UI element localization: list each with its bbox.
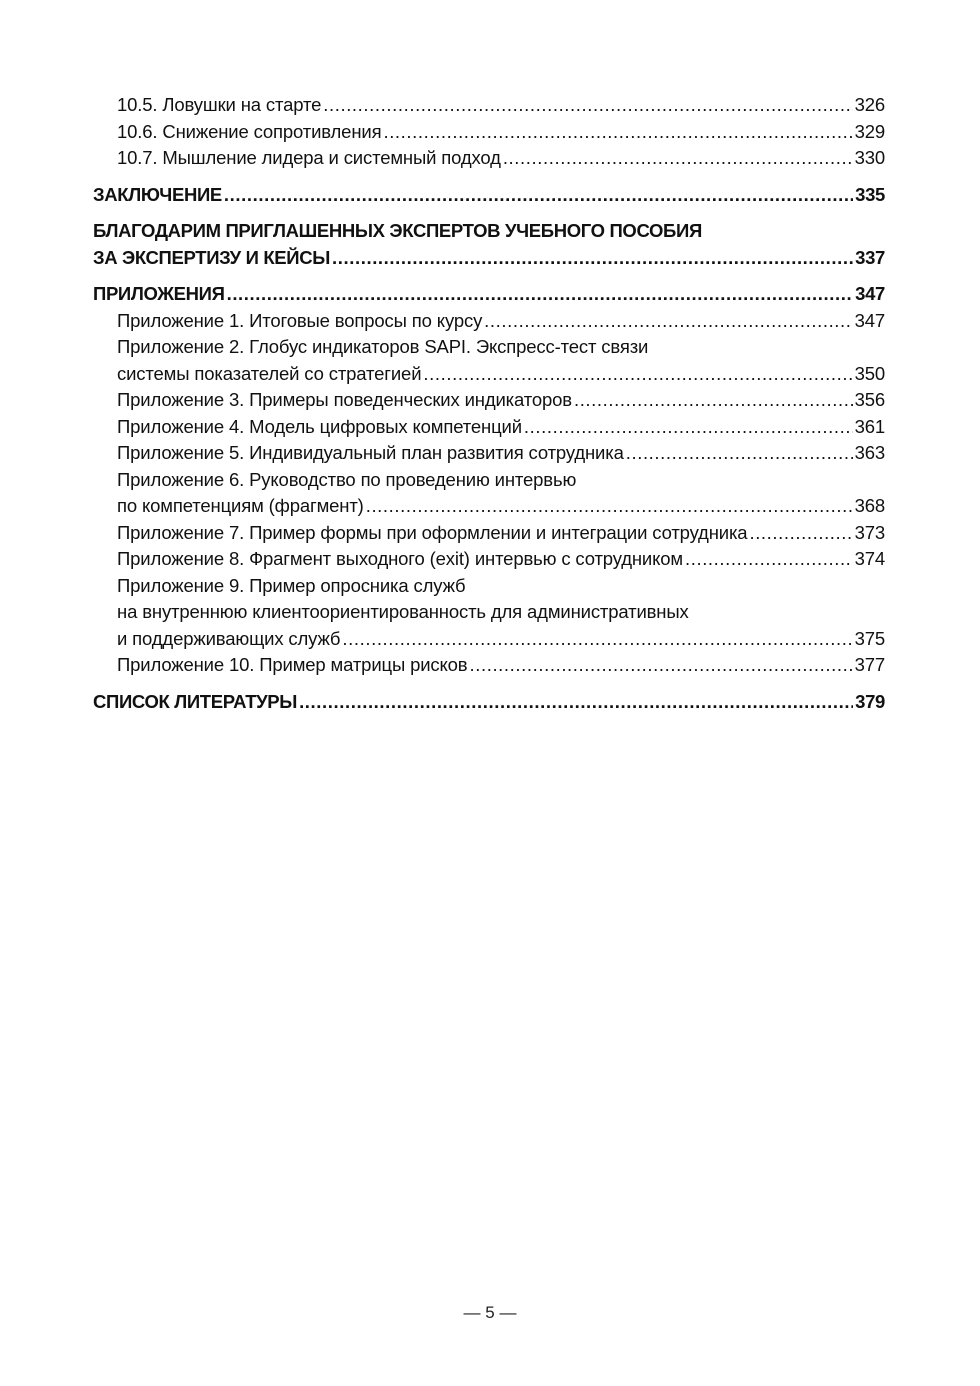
- toc-entry-page-number: 330: [854, 147, 885, 168]
- toc-entry-leader-line: [117, 440, 885, 467]
- dot-leader: [323, 92, 852, 119]
- toc-entry-title: ПРИЛОЖЕНИЯ: [93, 283, 225, 304]
- toc-entry[interactable]: [93, 308, 885, 335]
- dot-leader: [484, 308, 852, 335]
- toc-entry-page-number: 379: [855, 690, 885, 712]
- toc-entry-leader-line: [117, 546, 885, 573]
- dot-leader: [224, 182, 853, 209]
- toc-entry-title: и поддерживающих служб: [117, 627, 341, 649]
- page-number-footer: — 5 —: [463, 1303, 517, 1322]
- toc-entry-leader-line: [117, 361, 885, 388]
- dot-leader: [383, 119, 852, 146]
- toc-entry-title: СПИСОК ЛИТЕРАТУРЫ: [93, 690, 298, 712]
- dot-leader: [342, 626, 852, 653]
- toc-entry-title: 10.5. Ловушки на старте: [117, 94, 322, 115]
- toc-entry-page-number: 361: [854, 415, 885, 437]
- toc-entry[interactable]: [93, 334, 885, 387]
- toc-entry-title: 10.7. Мышление лидера и системный подход: [117, 147, 501, 168]
- toc-entry-page-number: 377: [854, 654, 885, 675]
- toc-entry[interactable]: [93, 182, 885, 209]
- toc-entry-page-number: 347: [854, 309, 885, 331]
- dot-leader: [423, 361, 852, 388]
- toc-entry-page-number: 373: [854, 521, 885, 543]
- toc-entry-leader-line: [117, 414, 885, 441]
- toc-entry-page-number: 337: [855, 246, 885, 268]
- toc-entry[interactable]: [93, 218, 885, 271]
- toc-entry[interactable]: [93, 652, 885, 679]
- dot-leader: [332, 245, 853, 272]
- toc-entry-leader-line: [93, 281, 885, 308]
- toc-entry-title-line: Приложение 9. Пример опросника служб: [117, 574, 466, 596]
- toc-entry-page-number: 375: [854, 627, 885, 649]
- toc-entry-page-number: 356: [854, 389, 885, 410]
- toc-entry-page-number: 368: [854, 495, 885, 516]
- toc-entry[interactable]: [93, 573, 885, 653]
- table-of-contents: [93, 92, 885, 715]
- toc-entry-leader-line: [93, 689, 885, 716]
- toc-entry-leader-line: [117, 652, 885, 679]
- toc-entry-title: Приложение 4. Модель цифровых компетенций: [117, 415, 522, 437]
- toc-entry-title: Приложение 5. Индивидуальный план развития сотрудника: [117, 442, 624, 463]
- toc-entry-page-number: 363: [854, 442, 885, 463]
- dot-leader: [469, 652, 852, 679]
- toc-entry[interactable]: [93, 119, 885, 146]
- dot-leader: [749, 520, 852, 547]
- toc-entry-page-number: 329: [854, 120, 885, 142]
- toc-entry-leader-line: [117, 308, 885, 335]
- toc-entry-leader-line: [93, 182, 885, 209]
- toc-entry-leader-line: [117, 145, 885, 172]
- dot-leader: [299, 689, 853, 716]
- toc-entry-page-number: 374: [854, 548, 885, 569]
- toc-entry-title-line: Приложение 2. Глобус индикаторов SAPI. Экспресс-тест связи: [117, 336, 649, 357]
- toc-entry[interactable]: [93, 387, 885, 414]
- toc-entry[interactable]: [93, 689, 885, 716]
- dot-leader: [366, 493, 853, 520]
- toc-entry[interactable]: [93, 92, 885, 119]
- toc-entry[interactable]: [93, 414, 885, 441]
- toc-entry[interactable]: [93, 520, 885, 547]
- toc-entry-title: Приложение 3. Примеры поведенческих индикаторов: [117, 389, 572, 410]
- toc-entry-title: по компетенциям (фрагмент): [117, 495, 364, 516]
- dot-leader: [574, 387, 853, 414]
- toc-entry[interactable]: [93, 546, 885, 573]
- toc-entry-page-number: 347: [855, 283, 885, 304]
- toc-entry-page-number: 326: [854, 94, 885, 115]
- toc-entry-title: ЗАКЛЮЧЕНИЕ: [93, 183, 222, 205]
- toc-entry-title: Приложение 7. Пример формы при оформлении и интеграции сотрудника: [117, 521, 748, 543]
- toc-entry-leader-line: [117, 493, 885, 520]
- toc-entry-leader-line: [117, 92, 885, 119]
- toc-entry-title: Приложение 10. Пример матрицы рисков: [117, 654, 468, 675]
- toc-entry-leader-line: [93, 245, 885, 272]
- toc-entry-leader-line: [117, 520, 885, 547]
- toc-entry-title: системы показателей со стратегией: [117, 362, 422, 384]
- toc-entry-title-line: БЛАГОДАРИМ ПРИГЛАШЕННЫХ ЭКСПЕРТОВ УЧЕБНОГО ПОСОБИЯ: [93, 220, 702, 241]
- toc-entry-page-number: 335: [855, 183, 885, 205]
- toc-entry-title: 10.6. Снижение сопротивления: [117, 120, 382, 142]
- toc-entry-title: ЗА ЭКСПЕРТИЗУ И КЕЙСЫ: [93, 246, 331, 268]
- toc-entry[interactable]: [93, 145, 885, 172]
- toc-entry-page-number: 350: [854, 362, 885, 384]
- dot-leader: [685, 546, 853, 573]
- toc-entry[interactable]: [93, 440, 885, 467]
- dot-leader: [227, 281, 854, 308]
- dot-leader: [626, 440, 853, 467]
- dot-leader: [503, 145, 853, 172]
- toc-entry[interactable]: [93, 281, 885, 308]
- toc-entry-leader-line: [117, 119, 885, 146]
- toc-entry-title-line: Приложение 6. Руководство по проведению интервью: [117, 468, 577, 490]
- toc-entry-title: Приложение 1. Итоговые вопросы по курсу: [117, 309, 483, 331]
- dot-leader: [524, 414, 853, 441]
- toc-entry-leader-line: [117, 387, 885, 414]
- toc-entry-leader-line: [117, 626, 885, 653]
- toc-entry[interactable]: [93, 467, 885, 520]
- toc-entry-title: Приложение 8. Фрагмент выходного (exit) интервью с сотрудником: [117, 548, 683, 569]
- toc-entry-title-line: на внутреннюю клиентоориентированность для административных: [117, 601, 689, 622]
